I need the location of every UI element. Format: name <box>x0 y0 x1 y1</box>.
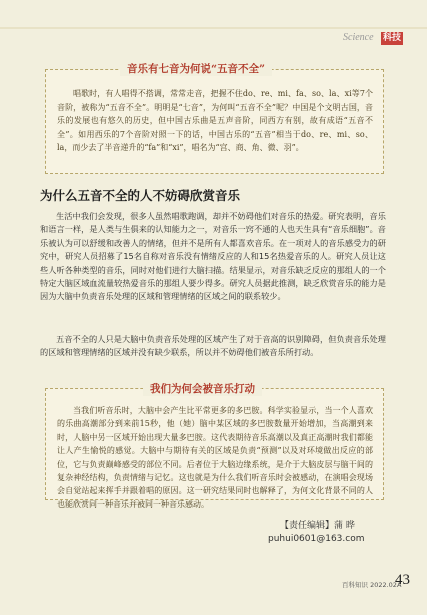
article-paragraph: 生活中我们会发现，很多人虽然唱歌跑调，却并不妨碍他们对音乐的热爱。研究表明，音乐和语言一样，是人类与生俱来的认知能力之一，对音乐一窍不通的人也天生具有“音乐细胞”。音乐被认为可以舒缓和改善人的情绪，但并不是所有人都喜欢音乐。在一项对人的音乐感受力的研究中，研究人员招募了15名自称对音乐没有情绪反应的人和15名热爱音乐的人。研究人员让这些人听各种类型的音乐，同时对他们进行大脑扫描。结果显示，对音乐缺乏反应的那组人的一个特定大脑区域血流量较热爱音乐的那组人要少得多。研究人员据此推测，缺乏欣赏音乐的能力是因为大脑中负责音乐处理的区域和管理情绪的区域之间的联系较少。 <box>40 211 386 302</box>
editor-credit: 【责任编辑】蒲 晔 <box>280 521 355 531</box>
sidebar-box-title: 我们为何会被音乐打动 <box>143 382 262 396</box>
editor-email: puhui0601@163.com <box>268 534 365 544</box>
page-number: 43 <box>395 572 410 588</box>
section-label-en: Science <box>343 32 374 43</box>
article-heading: 为什么五音不全的人不妨碍欣赏音乐 <box>40 188 241 203</box>
header-rule <box>0 27 427 29</box>
sidebar-box-body: 唱歌时，有人唱得不搭调，常常走音，把握不住do、re、mi、fa、so、la、xi等7个音阶，被称为“五音不全”。明明是“七音”，为何叫“五音不全”呢？中国是个文明古国，音乐的发展也有悠久的历史，但中国古乐曲是五声音阶，同西方有别，故有成语“五音不全”。如用西乐的7个音阶对照一下的话，中国古乐的“五音”相当于do、re、mi、so、la，而少去了半音递升的“fa”和“xi”，唱名为“宫、商、角、微、羽”。 <box>57 89 373 153</box>
section-badge: 科技 <box>382 33 401 43</box>
sidebar-box-title: 音乐有七音为何说“五音不全” <box>120 62 272 76</box>
sidebar-box-body: 当我们听音乐时，大脑中会产生比平常更多的多巴胺。科学实验显示，当一个人喜欢的乐曲高潮部分到来前15秒，他（她）脑中某区域的多巴胺数量开始增加，当高潮到来时，人脑中另一区域开始出现大量多巴胺。这代表期待音乐高潮以及真正高潮时我们都能让人产生愉悦的感觉。大脑中与期待有关的区域是负责“预测”以及对环境做出反应的部位，它与负责巅峰感受的部位不同。后者位于大脑边缘系统，是介于大脑皮层与脑干间的复杂神经结构，负责情绪与记忆。这也就是为什么我们听音乐时会被感动，在演唱会现场会自觉站起来挥手并跟着唱的原因。这一研究结果同时也解释了，为何文化背景不同的人也能欣赏同一种音乐并被同一种音乐感动。 <box>57 406 373 509</box>
magazine-issue: 百科知识 2022.02A <box>342 581 402 589</box>
article-paragraph: 五音不全的人只是大脑中负责音乐处理的区域产生了对于音高的识别障碍，但负责音乐处理的区域和管理情绪的区域并没有缺少联系，所以并不妨碍他们被音乐所打动。 <box>40 334 386 358</box>
